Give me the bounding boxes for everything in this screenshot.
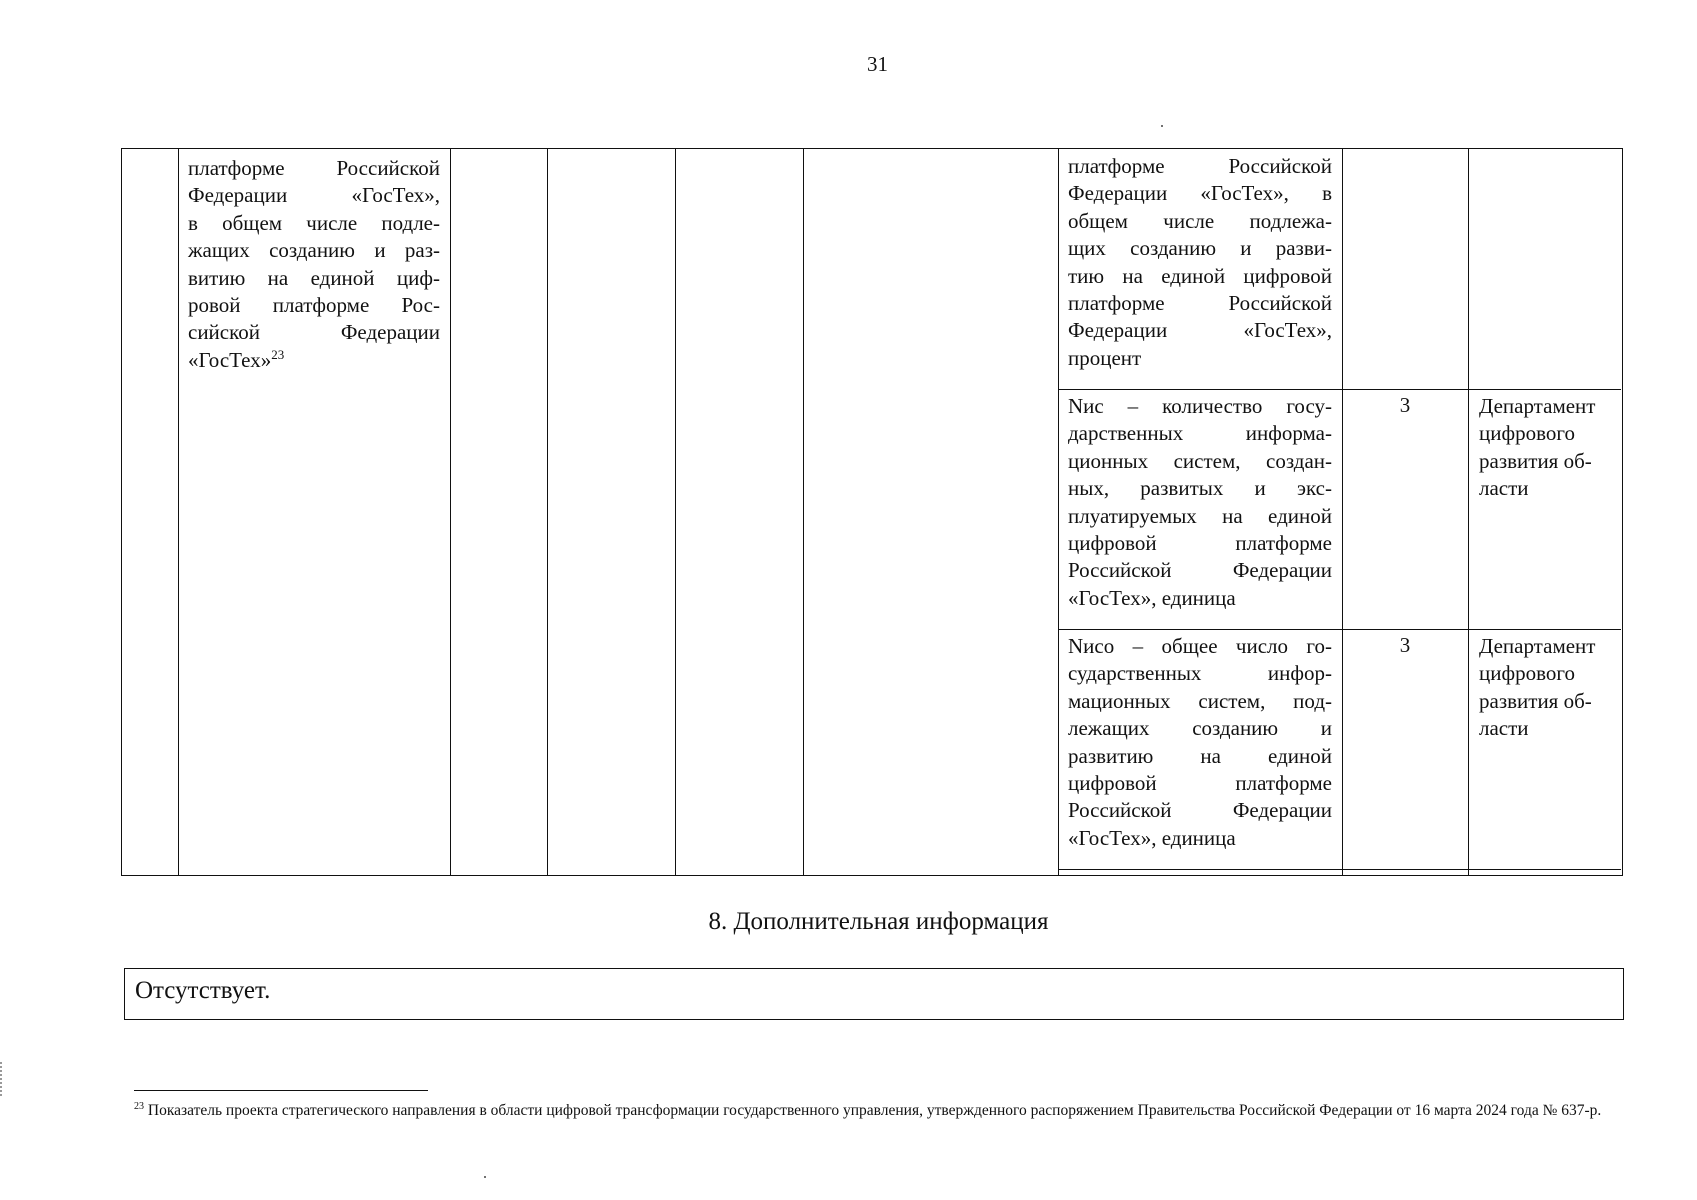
text-line: процент <box>1068 345 1142 370</box>
footnote-reference: 23 <box>271 346 285 362</box>
text-line: цифровой платформе <box>1068 531 1332 556</box>
text-line: «ГосТех», единица <box>1068 585 1236 610</box>
text-line: ных, развитых и экс- <box>1068 476 1332 501</box>
variable-description-cell <box>1068 633 1332 852</box>
text-line: Федерации «ГосТех», <box>1068 318 1332 343</box>
row-divider <box>1058 869 1621 870</box>
column-divider <box>547 149 548 875</box>
text-line: Nисо – общее число го- <box>1068 634 1332 658</box>
indicator-name-cell <box>188 155 440 374</box>
scan-speck <box>1161 125 1163 127</box>
variable-description-cell <box>1068 393 1332 612</box>
text-line: цифровой платформе <box>1068 771 1332 796</box>
text-line: в общем числе подле- <box>188 210 440 235</box>
column-divider <box>1468 149 1469 875</box>
scan-speck <box>484 1176 486 1178</box>
source-value: 3 <box>1399 393 1411 417</box>
text-line: жащих созданию и раз- <box>188 238 440 263</box>
responsible-cell <box>1479 393 1619 503</box>
text-line: развитию на единой <box>1068 743 1332 768</box>
text-line: плуатируемых на единой <box>1068 503 1332 528</box>
text-line: Российской Федерации <box>1068 798 1332 823</box>
text-line: цифрового <box>1479 421 1575 446</box>
text-line: платформе Российской <box>188 156 440 180</box>
column-divider <box>450 149 451 875</box>
text-line: платформе Российской <box>1068 154 1332 178</box>
text-line: «ГосТех», единица <box>1068 825 1236 850</box>
text-line: Федерации «ГосТех», в <box>1068 181 1332 206</box>
text-line: ционных систем, создан- <box>1068 448 1332 473</box>
text-line: щих созданию и разви- <box>1068 236 1332 261</box>
responsible-cell <box>1479 633 1619 743</box>
text-line: Nис – количество госу- <box>1068 394 1332 418</box>
text-fragment: «ГосТех» <box>188 347 272 372</box>
text-line: сийской Федерации <box>188 320 440 345</box>
footnote-marker: 23 <box>134 1100 144 1112</box>
section-heading: 8. Дополнительная информация <box>708 908 1049 935</box>
text-line <box>188 347 440 374</box>
column-divider <box>1342 149 1343 875</box>
column-divider <box>1058 149 1059 875</box>
text-line: ласти <box>1479 476 1529 501</box>
text-line: цифрового <box>1479 661 1575 686</box>
text-line: витию на единой циф- <box>188 265 440 290</box>
row-divider <box>1058 629 1621 630</box>
text-line: лежащих созданию и <box>1068 716 1332 741</box>
text-line: платформе Российской <box>1068 291 1332 316</box>
footnote-separator <box>134 1090 428 1091</box>
footnote-text: Показатель проекта стратегического направления в области цифровой трансформации государственного управления, утвержденного распоряжением Правительства Российской Федерации от 16 марта 2024 года № 637-р. <box>147 1102 1602 1119</box>
text-line: ровой платформе Рос- <box>188 293 440 318</box>
text-line: ласти <box>1479 716 1529 741</box>
column-divider <box>675 149 676 875</box>
column-divider <box>178 149 179 875</box>
text-line: мационных систем, под- <box>1068 688 1332 713</box>
formula-description-cell <box>1068 153 1332 372</box>
indicator-table <box>121 148 1623 876</box>
column-divider <box>803 149 804 875</box>
row-divider <box>1058 389 1621 390</box>
text-line: тию на единой цифровой <box>1068 263 1332 288</box>
source-value: 3 <box>1399 633 1411 657</box>
text-line: развития об- <box>1479 688 1592 713</box>
additional-info-box <box>124 968 1624 1020</box>
text-line: Департамент <box>1479 394 1596 418</box>
text-line: Российской Федерации <box>1068 558 1332 583</box>
text-line: Департамент <box>1479 634 1596 658</box>
text-line: дарственных информа- <box>1068 421 1332 446</box>
scan-edge-marks <box>0 1062 6 1096</box>
page-number: 31 <box>867 52 888 76</box>
text-line: общем числе подлежа- <box>1068 208 1332 233</box>
additional-info-text: Отсутствует. <box>135 977 271 1004</box>
text-line: Федерации «ГосТех», <box>188 183 440 208</box>
text-line: сударственных инфор- <box>1068 661 1332 686</box>
footnote <box>134 1100 1624 1122</box>
text-line: развития об- <box>1479 448 1592 473</box>
